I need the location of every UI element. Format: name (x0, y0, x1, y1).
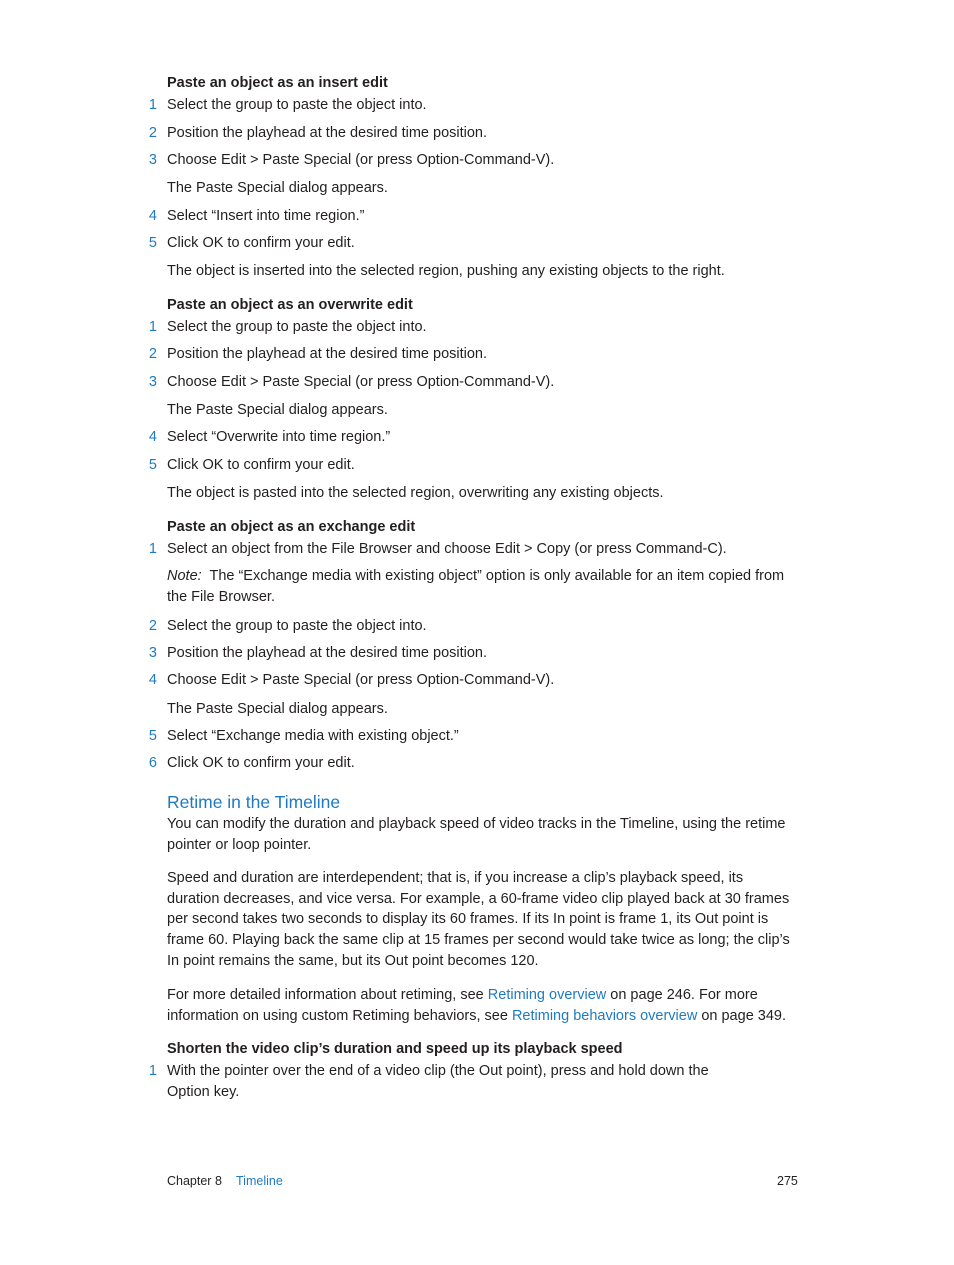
step-text: Position the playhead at the desired time position. (167, 346, 488, 362)
step-text: Select “Exchange media with existing object.” (167, 728, 459, 744)
paragraph: You can modify the duration and playback speed of video tracks in the Timeline, using the retime pointer or loop pointer. (167, 816, 786, 853)
task-heading: Shorten the video clip’s duration and speed up its playback speed (167, 1041, 623, 1057)
text: on page 246. For more information on using custom Retiming behaviors, see (167, 987, 758, 1024)
step-number: 5 (148, 235, 157, 251)
step-text: Select the group to paste the object into. (167, 319, 427, 335)
note-label: Note: (167, 568, 202, 584)
step-number: 4 (148, 672, 157, 688)
step-text: Choose Edit > Paste Special (or press Option-Command-V). (167, 152, 555, 168)
text: on page 349. (697, 1007, 787, 1024)
step-number: 2 (148, 346, 157, 362)
step-text: Select the group to paste the object into. (167, 97, 427, 113)
paragraph-cross-references (167, 985, 799, 1026)
step-text: Position the playhead at the desired time position. (167, 125, 488, 141)
step-number: 1 (148, 541, 157, 557)
link-retiming-behaviors-overview[interactable]: Retiming behaviors overview (511, 1007, 698, 1024)
step-text: Click OK to confirm your edit. (167, 457, 355, 473)
note-text: The “Exchange media with existing object” option is only available for an item copied from the File Browser. (167, 568, 785, 605)
step-note: The object is inserted into the selected region, pushing any existing objects to the right. (167, 263, 725, 279)
step-number: 6 (148, 755, 157, 771)
page-number: 275 (777, 1174, 798, 1188)
step-text: Select the group to paste the object into. (167, 618, 427, 634)
step-note: The Paste Special dialog appears. (167, 701, 388, 717)
link-retiming-overview[interactable]: Retiming overview (487, 987, 607, 1003)
section-heading-exchange: Paste an object as an exchange edit (167, 519, 416, 535)
step-number: 2 (148, 125, 157, 141)
step-text: Position the playhead at the desired time position. (167, 645, 488, 661)
step-number: 3 (148, 152, 157, 168)
step-note: The Paste Special dialog appears. (167, 180, 388, 196)
step-number: 1 (148, 1063, 157, 1079)
step-text: Select an object from the File Browser and choose Edit > Copy (or press Command-C). (167, 541, 727, 557)
step-note: The object is pasted into the selected region, overwriting any existing objects. (167, 485, 664, 501)
step-number: 5 (148, 728, 157, 744)
step-note: The Paste Special dialog appears. (167, 402, 388, 418)
section-heading-overwrite: Paste an object as an overwrite edit (167, 297, 413, 313)
step-text: Click OK to confirm your edit. (167, 755, 355, 771)
step-text: Select “Insert into time region.” (167, 208, 365, 224)
step-number: 2 (148, 618, 157, 634)
step-text: Choose Edit > Paste Special (or press Option-Command-V). (167, 374, 555, 390)
step-text: Choose Edit > Paste Special (or press Option-Command-V). (167, 672, 555, 688)
footer-chapter: Chapter 8 (167, 1174, 222, 1188)
step-number: 5 (148, 457, 157, 473)
step-number: 3 (148, 374, 157, 390)
step-number: 4 (148, 429, 157, 445)
step-number: 1 (148, 319, 157, 335)
paragraph: Speed and duration are interdependent; that is, if you increase a clip’s playback speed, its duration decreases, and vice versa. For example, a 60-frame video clip played back at 30 frames per second takes two seconds to display its 60 frames. If its In point is frame 1, its Out point is frame 60. Playing back the same clip at 15 frames per second would take twice as long; the clip’s In point remains the same, but its Out point becomes 120. (167, 870, 790, 969)
text: For more detailed information about retiming, see (167, 987, 488, 1003)
step-number: 4 (148, 208, 157, 224)
step-text: Select “Overwrite into time region.” (167, 429, 391, 445)
step-text: With the pointer over the end of a video clip (the Out point), press and hold down the Option key. (167, 1063, 709, 1100)
section-title-retime: Retime in the Timeline (167, 792, 341, 812)
step-number: 3 (148, 645, 157, 661)
note-paragraph (167, 566, 799, 608)
step-text: Click OK to confirm your edit. (167, 235, 355, 251)
step-number: 1 (148, 97, 157, 113)
footer-chapter-link[interactable]: Timeline (236, 1174, 283, 1188)
section-heading-insert: Paste an object as an insert edit (167, 75, 388, 91)
